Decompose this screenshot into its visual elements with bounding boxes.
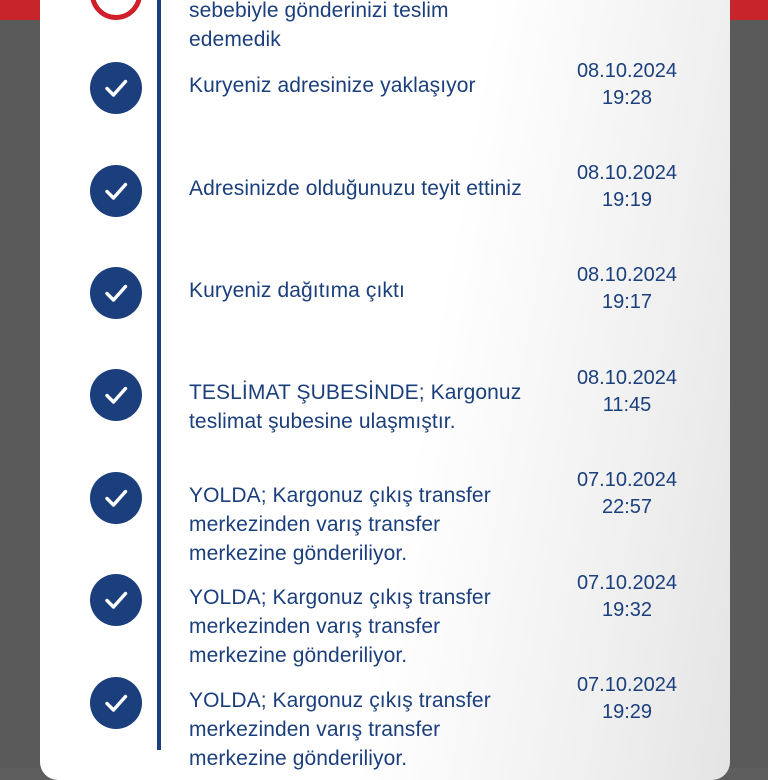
event-description-line: YOLDA; Kargonuz çıkış transfer [189,689,491,712]
event-timestamp [566,570,688,624]
event-description-line: YOLDA; Kargonuz çıkış transfer [189,586,491,609]
event-date: 07.10.2024 [576,674,678,696]
event-description [189,0,569,54]
event-description-line: Kuryeniz adresinize yaklaşıyor [189,74,476,97]
event-date: 07.10.2024 [576,469,678,491]
event-description [189,481,569,568]
event-time: 11:45 [602,394,652,416]
event-date: 08.10.2024 [576,264,678,286]
event-description-line: edemedik [189,28,281,51]
event-description [189,276,569,305]
checkmark-icon [90,62,142,114]
event-time: 19:17 [601,291,653,313]
timeline-line [157,0,161,750]
event-description [189,378,569,436]
event-description-line: Kuryeniz dağıtıma çıktı [189,279,405,302]
event-timestamp [566,467,688,521]
event-description-line: merkezine gönderiliyor. [189,747,408,770]
checkmark-icon [90,267,142,319]
checkmark-icon [90,369,142,421]
event-description-line: sebebiyle gönderinizi teslim [189,0,449,22]
event-timestamp [566,58,688,112]
event-description-line: TESLİMAT ŞUBESİNDE; Kargonuz [189,381,522,404]
event-time: 19:28 [601,87,653,109]
event-description-line: merkezine gönderiliyor. [189,644,408,667]
checkmark-icon [90,165,142,217]
event-timestamp [566,262,688,316]
event-description-line: YOLDA; Kargonuz çıkış transfer [189,484,491,507]
checkmark-icon [90,677,142,729]
tracking-history-sheet[interactable] [40,0,730,780]
event-description [189,71,569,100]
event-description-line: merkezinden varış transfer [189,615,441,638]
event-description-line: merkezinden varış transfer [189,718,441,741]
event-description [189,174,569,203]
event-description-line: merkezinden varış transfer [189,513,441,536]
event-description-line: merkezine gönderiliyor. [189,542,408,565]
event-timestamp [566,365,688,419]
error-icon [90,0,142,20]
event-time: 22:57 [601,496,653,518]
checkmark-icon [90,574,142,626]
event-description [189,686,569,773]
event-timestamp [566,672,688,726]
event-time: 19:19 [601,189,653,211]
event-date: 08.10.2024 [576,162,678,184]
event-time: 19:32 [601,599,653,621]
event-description [189,583,569,670]
checkmark-icon [90,472,142,524]
event-date: 08.10.2024 [576,367,678,389]
event-timestamp [566,160,688,214]
event-date: 07.10.2024 [576,572,678,594]
event-description-line: teslimat şubesine ulaşmıştır. [189,410,456,433]
event-date: 08.10.2024 [576,60,678,82]
event-time: 19:29 [601,701,653,723]
event-description-line: Adresinizde olduğunuzu teyit ettiniz [189,177,522,200]
